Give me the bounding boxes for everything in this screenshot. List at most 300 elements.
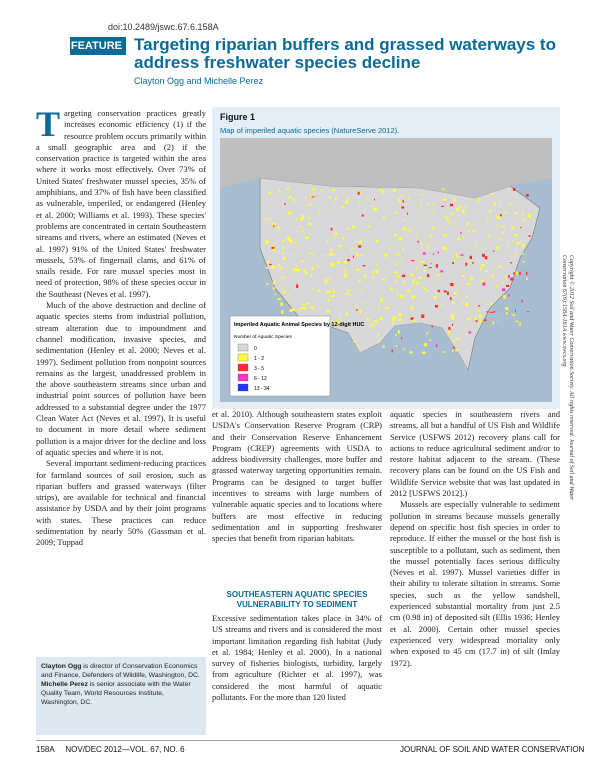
footer-journal: JOURNAL OF SOIL AND WATER CONSERVATION	[400, 745, 585, 754]
species-dot	[436, 344, 438, 347]
species-dot	[420, 194, 423, 195]
species-dot	[271, 247, 274, 249]
species-dot	[312, 267, 314, 271]
species-dot	[404, 348, 405, 349]
species-dot	[504, 212, 507, 213]
species-dot	[358, 346, 359, 349]
species-dot	[448, 331, 450, 334]
species-dot	[427, 244, 428, 247]
species-dot	[468, 230, 470, 232]
species-dot	[429, 235, 432, 237]
species-dot	[513, 314, 515, 316]
species-dot	[480, 316, 481, 318]
species-dot	[306, 237, 309, 239]
drop-cap: T	[36, 104, 61, 144]
species-dot	[429, 339, 431, 341]
species-dot	[450, 204, 453, 206]
legend-label: 3 - 5	[254, 366, 265, 372]
column-2	[212, 409, 382, 545]
species-dot	[423, 212, 426, 213]
species-dot	[392, 350, 393, 353]
species-dot	[457, 238, 460, 241]
species-dot	[356, 268, 359, 271]
species-dot	[347, 199, 349, 201]
paragraph: Excessive sedimentation takes place in 34% of US streams and rivers and is considered the most important limitation regarding fish habitat (Judy et al. 1984; Henley et al. 2000). In a national survey of fisheries biologists, turbidity, largely from agriculture (Richter et al. 1997), was considered the most harmful of aquatic pollutants. For the more than 120 listed	[212, 613, 382, 703]
species-dot	[296, 269, 298, 272]
species-dot	[453, 347, 455, 349]
article-title: Targeting riparian buffers and grassed waterways to address freshwater species decline	[134, 35, 556, 72]
species-dot	[402, 281, 405, 282]
species-dot	[344, 274, 347, 277]
species-dot	[364, 303, 366, 304]
species-dot	[467, 246, 468, 247]
species-dot	[495, 296, 496, 298]
species-dot	[363, 265, 366, 266]
species-dot	[427, 332, 428, 335]
species-dot	[345, 269, 346, 272]
species-dot	[331, 295, 335, 297]
species-dot	[506, 312, 508, 314]
species-dot	[502, 226, 505, 228]
column-3	[390, 409, 560, 669]
species-dot	[306, 272, 308, 275]
species-dot	[283, 252, 284, 254]
species-dot	[360, 255, 363, 257]
species-dot	[481, 280, 484, 282]
species-dot	[490, 312, 493, 313]
species-dot	[304, 270, 306, 273]
species-dot	[465, 205, 466, 208]
species-dot	[327, 299, 329, 301]
legend-label: 1 - 2	[254, 356, 265, 362]
species-dot	[278, 188, 279, 191]
species-dot	[498, 320, 499, 321]
species-dot	[380, 317, 383, 320]
species-dot	[406, 229, 407, 230]
species-dot	[426, 290, 428, 292]
species-dot	[365, 276, 367, 278]
species-dot	[432, 325, 433, 328]
species-dot	[516, 242, 518, 245]
bio-text: is senior associate with the Water Quality Team, World Resources Institute, Washington, DC.	[41, 681, 191, 706]
species-dot	[436, 264, 438, 267]
species-dot	[370, 325, 372, 327]
species-dot	[466, 296, 468, 298]
species-dot	[402, 249, 404, 251]
paragraph: Mussels are especially vulnerable to sediment pollution in streams because mussels generally depend on specific host fish species in order to reproduce. If either the mussel or the host fish is susceptible to a pollutant, such as sediment, then the mussel potentially faces serious difficulty (Neves et al. 1997). Mussel varieties differ in their ability to tolerate siltation in streams. Some species, such as the yellow sandshell, experienced substantial mortality from just 2.5 cm (0.98 in) of deposited silt (Ellis 1936; Henley et al. 2000). Certain other mussel species experienced very widespread mortality only when exposed to 45 cm (17.7 in) of silt (Imlay 1972).	[390, 499, 560, 668]
species-dot	[502, 288, 505, 291]
species-dot	[299, 225, 300, 228]
species-dot	[362, 202, 363, 205]
species-dot	[399, 314, 401, 316]
species-dot	[412, 296, 415, 299]
species-dot	[447, 217, 448, 218]
species-dot	[480, 268, 482, 270]
species-dot	[468, 331, 471, 333]
species-dot	[399, 237, 402, 240]
species-dot	[490, 303, 492, 306]
species-dot	[442, 189, 445, 190]
species-dot	[455, 311, 457, 314]
species-dot	[296, 219, 297, 221]
species-dot	[514, 234, 517, 236]
species-dot	[347, 228, 349, 230]
species-dot	[296, 284, 298, 288]
footer-left: 158A NOV/DEC 2012—VOL. 67, NO. 6	[36, 745, 185, 754]
species-dot	[334, 202, 336, 203]
species-dot	[402, 275, 405, 277]
species-dot	[521, 300, 523, 303]
species-dot	[344, 261, 347, 264]
species-dot	[270, 219, 272, 221]
species-dot	[345, 201, 348, 204]
species-dot	[323, 255, 326, 256]
species-dot	[367, 319, 370, 321]
species-dot	[278, 298, 281, 300]
legend-subtitle: Number of Aquatic Species	[234, 335, 292, 340]
species-dot	[380, 252, 382, 253]
species-dot	[310, 194, 311, 196]
species-dot	[378, 333, 379, 336]
species-dot	[526, 278, 527, 281]
species-dot	[290, 241, 293, 243]
species-dot	[435, 305, 438, 308]
species-dot	[397, 293, 398, 296]
species-dot	[494, 269, 495, 271]
species-dot	[395, 212, 397, 214]
species-dot	[444, 198, 447, 201]
species-dot	[421, 204, 422, 207]
species-dot	[399, 296, 402, 298]
species-dot	[266, 283, 269, 285]
species-dot	[281, 277, 284, 279]
species-dot	[526, 272, 527, 275]
species-dot	[334, 233, 337, 235]
species-dot	[443, 234, 447, 236]
species-dot	[444, 248, 447, 250]
species-dot	[340, 317, 341, 319]
species-dot	[449, 221, 450, 223]
species-dot	[339, 245, 342, 247]
species-dot	[454, 260, 455, 263]
species-dot	[460, 232, 461, 234]
species-dot	[444, 291, 447, 293]
species-dot	[454, 292, 457, 295]
species-dot	[402, 190, 404, 191]
species-dot	[349, 294, 350, 296]
species-dot	[395, 345, 397, 346]
species-dot	[295, 242, 297, 244]
species-dot	[472, 230, 475, 232]
species-dot	[332, 189, 335, 191]
paragraph: et al. 2010). Although southeastern states exploit USDA's Conservation Reserve Program (CRP) and their Conservation Reserve Enhancement Program (CREP) agreements with USDA to address biodiversity challenges, more buffer and grassed waterway targeting opportunities remain. Programs can be designed to target buffer incentives to streams with large numbers of vulnerable aquatic species and to locations where buffers are most effective in reducing sedimentation and in supporting freshwater species that benefit from riparian habitats.	[212, 409, 382, 544]
species-dot	[372, 324, 375, 326]
species-dot	[489, 234, 491, 235]
species-dot	[347, 292, 348, 295]
species-dot	[394, 234, 397, 236]
paragraph: aquatic species in southeastern rivers and streams, all but a handful of US Fish and Wildlife Service (USFWS 2012) recovery plans call for actions to reduce agricultural sediment and/or to restore habitat adjacent to the stream. (These recovery plans can be found on the US Fish and Wildlife Service website that was last updated in 2012 [USFWS 2012].)	[390, 409, 560, 499]
species-dot	[311, 274, 312, 277]
species-dot	[515, 309, 516, 312]
species-dot	[486, 311, 489, 312]
species-dot	[527, 311, 530, 312]
species-dot	[441, 304, 442, 306]
species-dot	[288, 211, 291, 214]
species-dot	[496, 285, 497, 288]
legend-swatch	[238, 354, 248, 361]
species-dot	[508, 275, 510, 278]
species-map	[220, 138, 552, 402]
species-dot	[380, 298, 383, 302]
species-dot	[278, 264, 281, 265]
species-dot	[376, 262, 377, 266]
species-dot	[417, 282, 419, 286]
species-dot	[267, 260, 269, 263]
species-dot	[479, 320, 481, 323]
species-dot	[519, 323, 521, 326]
species-dot	[524, 219, 526, 220]
species-dot	[455, 350, 458, 352]
species-dot	[401, 206, 404, 208]
species-dot	[282, 193, 284, 194]
bio-name: Clayton Ogg	[41, 663, 82, 670]
species-dot	[424, 343, 427, 346]
species-dot	[474, 319, 476, 321]
species-dot	[372, 206, 374, 207]
species-dot	[359, 280, 362, 282]
species-dot	[275, 293, 277, 294]
species-dot	[305, 197, 306, 200]
paragraph: Several important sediment-reducing practices for farmland sources of soil erosion, such as riparian buffers and grassed waterways (filter strips), are available for technical and financial assistance by USDA and by their joint programs with states. These practices can reduce sedimentation by nearly 50% (Gassman et al. 2009; Tuppad	[36, 458, 206, 548]
species-dot	[323, 279, 324, 280]
species-dot	[330, 249, 333, 250]
species-dot	[302, 304, 305, 305]
bio-text: is director of Conservation Economics and Finance, Defenders of Wildlife, Washington, DC.	[41, 663, 200, 679]
species-dot	[354, 212, 356, 213]
species-dot	[513, 188, 516, 191]
species-dot	[277, 227, 281, 229]
legend-title: Imperiled Aquatic Animal Species by 12-digit HUC	[234, 322, 365, 328]
species-dot	[293, 198, 295, 201]
species-dot	[301, 261, 304, 263]
species-dot	[453, 198, 455, 201]
species-dot	[499, 238, 500, 241]
species-dot	[470, 256, 472, 259]
species-dot	[330, 253, 333, 256]
species-dot	[331, 263, 334, 266]
species-dot	[427, 274, 429, 277]
species-dot	[392, 319, 394, 321]
species-dot	[287, 237, 290, 240]
species-dot	[393, 323, 394, 326]
species-dot	[526, 194, 529, 197]
species-dot	[333, 263, 334, 266]
species-dot	[394, 272, 397, 274]
species-dot	[510, 278, 513, 281]
species-dot	[438, 290, 441, 292]
species-dot	[361, 229, 362, 230]
species-dot	[432, 213, 434, 214]
species-dot	[421, 242, 422, 245]
species-dot	[395, 316, 397, 319]
species-dot	[342, 206, 344, 209]
species-dot	[293, 270, 295, 273]
species-dot	[467, 223, 470, 225]
species-dot	[520, 227, 521, 229]
species-dot	[327, 240, 328, 242]
species-dot	[347, 259, 349, 261]
species-dot	[356, 253, 358, 257]
species-dot	[413, 282, 415, 285]
species-dot	[499, 202, 501, 204]
species-dot	[318, 289, 320, 292]
species-dot	[282, 247, 284, 250]
species-dot	[485, 256, 488, 259]
species-dot	[401, 259, 402, 261]
species-dot	[468, 266, 469, 267]
section-tab: FEATURE	[70, 37, 126, 55]
species-dot	[451, 314, 454, 317]
species-dot	[462, 237, 464, 238]
species-dot	[467, 283, 470, 285]
species-dot	[528, 214, 531, 217]
species-dot	[456, 253, 458, 256]
species-dot	[509, 204, 512, 205]
species-dot	[503, 296, 505, 299]
species-dot	[309, 234, 311, 235]
species-dot	[273, 287, 275, 289]
species-dot	[515, 212, 517, 214]
doi: doi:10.2489/jswc.67.6.158A	[108, 22, 219, 32]
species-dot	[311, 307, 314, 309]
species-dot	[416, 236, 417, 238]
species-dot	[478, 305, 480, 307]
species-dot	[383, 216, 385, 218]
species-dot	[280, 267, 283, 269]
species-dot	[462, 275, 465, 277]
species-dot	[458, 256, 460, 258]
paragraph: Much of the above destruction and decline of aquatic species stems from industrial pollution, stream alteration due to impoundment and channel modification, invasive species, and sedimentation (Henley et al. 2000; Neves et al. 1997). Sediment pollution from nonpoint sources remains as the largest, unaddressed problem in the above southeastern streams since urban and industrial point sources of pollution have been addressed to a substantial degree under the 1977 Clean Water Act (Neves et al. 1997). It is useful to document in more detail where sediment pollution is a major driver for the decline and loss of aquatic species and where it is not.	[36, 300, 206, 457]
species-dot	[433, 253, 434, 254]
species-dot	[374, 199, 375, 201]
species-dot	[303, 307, 306, 309]
species-dot	[397, 276, 400, 277]
copyright-text: Copyright © 2012 Soil and Water Conservation Society. All rights reserved. Journal of Soil and Water Conservation 67(6):158A-161A www.swcs.org	[561, 255, 574, 501]
species-dot	[384, 254, 388, 257]
species-dot	[359, 241, 362, 244]
species-dot	[319, 190, 321, 191]
species-dot	[358, 245, 361, 248]
species-dot	[517, 322, 519, 323]
species-dot	[478, 197, 479, 200]
species-dot	[301, 231, 302, 234]
species-dot	[492, 275, 494, 278]
species-dot	[433, 226, 435, 229]
species-dot	[283, 240, 285, 242]
species-dot	[523, 261, 525, 263]
species-dot	[312, 288, 313, 289]
species-dot	[378, 189, 380, 191]
species-dot	[392, 317, 395, 319]
species-dot	[398, 330, 400, 333]
species-dot	[516, 272, 518, 275]
species-dot	[488, 236, 490, 237]
species-dot	[452, 256, 453, 257]
species-dot	[413, 319, 416, 322]
species-dot	[327, 310, 330, 313]
species-dot	[508, 246, 510, 247]
species-dot	[476, 320, 478, 322]
species-dot	[375, 320, 378, 323]
species-dot	[318, 213, 320, 215]
legend-label: 6 - 12	[254, 376, 267, 382]
species-dot	[287, 188, 290, 190]
legend-label: 13 - 34	[254, 386, 270, 392]
species-dot	[353, 341, 356, 342]
species-dot	[308, 223, 311, 226]
species-dot	[269, 264, 272, 265]
species-dot	[522, 214, 524, 215]
species-dot	[493, 321, 494, 325]
species-dot	[453, 341, 454, 343]
species-dot	[313, 188, 316, 190]
species-dot	[417, 241, 419, 243]
species-dot	[309, 260, 310, 262]
species-dot	[487, 196, 489, 197]
species-dot	[317, 265, 319, 268]
species-dot	[390, 288, 393, 290]
species-dot	[379, 340, 381, 342]
species-dot	[351, 247, 353, 250]
species-dot	[344, 293, 347, 294]
species-dot	[309, 253, 312, 254]
species-dot	[409, 229, 411, 232]
species-dot	[505, 307, 508, 310]
species-dot	[325, 281, 327, 284]
species-dot	[299, 308, 300, 310]
species-dot	[482, 264, 485, 267]
species-dot	[401, 337, 402, 339]
species-dot	[477, 310, 479, 311]
figure-label: Figure 1	[220, 112, 256, 122]
species-dot	[519, 272, 520, 275]
legend-swatch	[238, 374, 248, 381]
species-dot	[462, 301, 463, 303]
species-dot	[450, 323, 452, 324]
species-dot	[485, 271, 488, 273]
species-dot	[465, 303, 468, 306]
authors: Clayton Ogg and Michelle Perez	[134, 76, 264, 86]
species-dot	[384, 308, 385, 310]
species-dot	[386, 307, 389, 309]
species-dot	[506, 285, 509, 287]
species-dot	[374, 208, 377, 211]
species-dot	[411, 260, 414, 261]
species-dot	[331, 228, 333, 231]
legend-swatch	[238, 384, 248, 391]
species-dot	[459, 206, 462, 207]
species-dot	[420, 297, 421, 298]
species-dot	[448, 327, 450, 330]
legend-swatch	[238, 364, 248, 371]
bio-name: Michelle Perez	[41, 681, 88, 688]
species-dot	[424, 287, 426, 290]
species-dot	[298, 268, 300, 271]
species-dot	[522, 253, 524, 254]
species-dot	[447, 292, 449, 295]
species-dot	[410, 306, 413, 309]
species-dot	[500, 245, 502, 246]
